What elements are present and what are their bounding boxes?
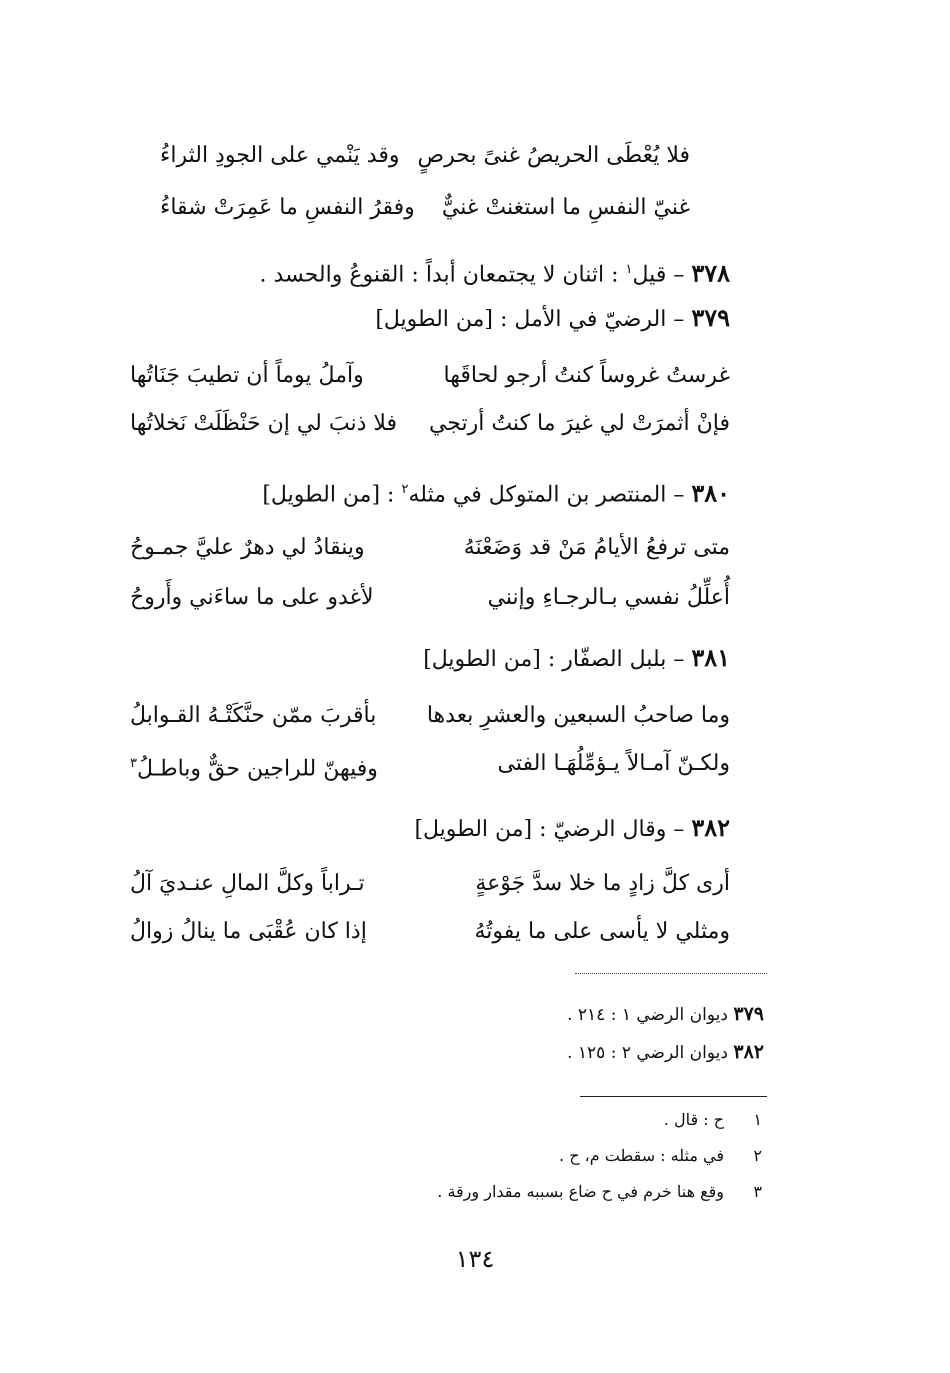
verse-hemistich-first: أرى كلَّ زادٍ ما خلا سدَّ جَوْعةٍ	[475, 871, 730, 896]
verse-hemistich-second: وفقرُ النفسِ ما عَمِرَتْ شقاءُ	[160, 195, 415, 220]
verse-line	[130, 356, 730, 396]
verse-hemistich-second: بأقربَ ممّن حنَّكَتْـهُ القـوابلُ	[130, 703, 377, 728]
verse-hemistich-second: وآملُ يوماً أن تطيبَ جَنَاتُها	[130, 363, 364, 388]
verse-hemistich-first: وما صاحبُ السبعين والعشرِ بعدها	[426, 703, 730, 728]
entry-heading-text: – الرضيّ في الأمل : [من الطويل]	[375, 307, 692, 332]
entry-380-heading	[262, 472, 730, 513]
entry-number: ٣٨٠	[691, 478, 730, 508]
verse-hemistich-second: إذا كان عُقْبَى ما ينالُ زوالُ	[130, 919, 367, 944]
entry-heading-text: – بلبل الصفّار : [من الطويل]	[423, 647, 692, 672]
verse-line	[130, 864, 730, 904]
footnote	[664, 1106, 762, 1134]
footnote-text: ح : قال .	[663, 1110, 724, 1129]
entry-text: – قيل	[632, 262, 692, 288]
source-text: ديوان الرضي ٢ : ١٢٥ .	[567, 1043, 734, 1063]
verse-hemistich-second: وينقادُ لي دهرٌ عليَّ جمـوحُ	[130, 535, 365, 560]
footnote	[437, 1178, 762, 1206]
source-line	[567, 1038, 764, 1067]
footnotes-separator	[580, 1096, 767, 1097]
verse-hemistich-first: ومثلي لا يأسى على ما يفوتُهُ	[474, 919, 730, 944]
footnote-ref: ١	[625, 262, 633, 277]
verse-hemistich-second: لأغدو على ما ساءَني وأَروحُ	[130, 585, 374, 610]
entry-381-heading	[423, 640, 730, 678]
entry-number: ٣٨٢	[691, 813, 730, 842]
sources-separator	[575, 973, 767, 974]
verse-line	[130, 404, 730, 444]
verse-hemistich-second: تـراباً وكلَّ المالِ عنـديَ آلُ	[130, 871, 365, 896]
hemistich-text: وفيهنّ للراجين حقٌّ وباطـلُ	[136, 756, 378, 782]
page-number: ١٣٤	[455, 1245, 495, 1273]
source-entry-number: ٣٧٩	[733, 1003, 764, 1025]
verse-hemistich-second	[130, 744, 378, 789]
verse-line	[130, 744, 730, 784]
verse-line	[130, 696, 730, 736]
entry-heading-text: – المنتصر بن المتوكل في مثله	[408, 482, 692, 508]
footnote-ref: ٢	[401, 482, 409, 497]
verse-hemistich-first: أُعلِّلُ نفسي بـالرجـاءِ وإنني	[487, 585, 730, 610]
footnote-ref: ٣	[130, 756, 137, 771]
source-entry-number: ٣٨٢	[733, 1041, 764, 1063]
entry-heading-text: – وقال الرضيّ : [من الطويل]	[414, 817, 692, 842]
verse-hemistich-first: غرستُ غروساً كنتُ أرجو لحاقَها	[443, 363, 730, 388]
verse-hemistich-second: فلا ذنبَ لي إن حَنْظَلَتْ نَخلاتُها	[130, 411, 398, 436]
entry-number: ٣٧٩	[691, 303, 730, 332]
entry-text: : اثنان لا يجتمعان أبداً : القنوعُ والحسد .	[259, 262, 626, 288]
entry-382-heading	[414, 810, 730, 848]
footnote-number: ١	[753, 1110, 762, 1129]
footnote-text: في مثله : سقطت م، ح .	[559, 1146, 724, 1165]
verse-line	[160, 136, 690, 176]
verse-hemistich-second: وقد يَنْمي على الجودِ الثراءُ	[160, 143, 400, 168]
verse-line	[160, 188, 690, 228]
verse-line	[130, 528, 730, 568]
verse-hemistich-first: ولكـنّ آمـالاً يـؤمِّلُهَـا الفتى	[497, 751, 730, 776]
footnote-number: ٣	[753, 1182, 762, 1201]
entry-number: ٣٧٨	[691, 258, 730, 288]
footnote-number: ٢	[753, 1146, 762, 1165]
verse-hemistich-first: متى ترفعُ الأيامُ مَنْ قد وَضَعْنَهُ	[463, 535, 730, 560]
source-text: ديوان الرضي ١ : ٢١٤ .	[567, 1005, 734, 1025]
verse-hemistich-first: غنيّ النفسِ ما استغنتْ غنيٌّ	[441, 195, 690, 220]
source-line	[567, 1000, 764, 1029]
verse-line	[130, 912, 730, 952]
footnote-text: وقع هنا خرم في ح ضاع بسببه مقدار ورقة .	[437, 1182, 724, 1201]
entry-378	[260, 252, 730, 293]
entry-number: ٣٨١	[691, 643, 730, 672]
entry-379-heading	[375, 300, 730, 338]
verse-hemistich-first: فلا يُعْطَى الحريصُ غنىً بحرصٍ	[417, 143, 690, 168]
entry-heading-text: : [من الطويل]	[262, 482, 402, 508]
footnote	[559, 1142, 762, 1170]
verse-line	[130, 578, 730, 618]
verse-hemistich-first: فإنْ أثمرَتْ لي غيرَ ما كنتُ أرتجي	[428, 411, 730, 436]
